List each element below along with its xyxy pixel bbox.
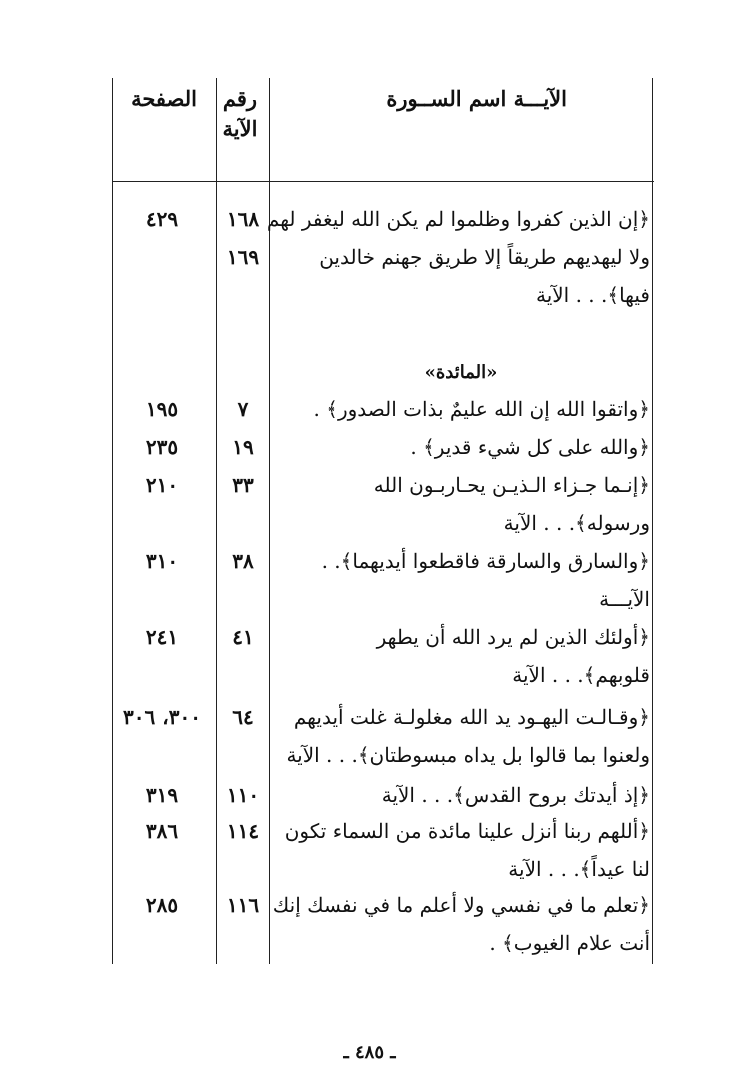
verse-number: ٧: [237, 397, 249, 421]
verse-line: ﴿والله على كل شيء قدير﴾ .: [410, 435, 650, 459]
verse-number-line: ١٦٨: [226, 207, 260, 231]
header-verse-number: [215, 84, 265, 144]
verse-number: ١١٤: [226, 819, 260, 843]
verse-text: [272, 428, 650, 466]
verse-text: [272, 618, 650, 694]
verse-line: ﴿وقـالـت اليهـود يد الله مغلولـة غلت أيديهم: [293, 705, 650, 729]
header-rule: [112, 181, 654, 182]
verse-line: ﴿أللهم ربنا أنزل علينا مائدة من السماء تكون: [284, 819, 650, 843]
page-reference: ٢٨٥: [145, 893, 179, 917]
verse-line: ولا ليهديهم طريقاً إلا طريق جهنم خالدين: [319, 245, 650, 269]
verse-text: [272, 542, 650, 618]
header-verse-number-line1: رقم: [222, 86, 258, 111]
verse-number: ١١٠: [226, 783, 260, 807]
header-verse-number-line2: الآية: [222, 116, 258, 141]
page-reference: ٢٣٥: [145, 435, 179, 459]
verse-text: [272, 390, 650, 428]
verse-line: ورسوله﴾. . . الآية: [503, 511, 650, 535]
page-reference: ١٩٥: [145, 397, 179, 421]
verse-line: لنا عيداً﴾. . . الآية: [508, 857, 650, 881]
table-rule-number-page: [216, 78, 217, 964]
verse-text: [272, 698, 650, 774]
verse-line: ﴿إن الذين كفروا وظلموا لم يكن الله ليغفر لهم: [266, 207, 650, 231]
verse-text: [272, 886, 650, 962]
page-reference: ٣٨٦: [145, 819, 179, 843]
verse-line: ولعنوا بما قالوا بل يداه مبسوطتان﴾. . . الآية: [286, 743, 650, 767]
verse-text: [272, 466, 650, 542]
page-reference: ٣١٠: [145, 549, 179, 573]
header-verse-surah: الآيـــة اسم الســورة: [386, 86, 567, 111]
page-reference: ٢٤١: [145, 625, 179, 649]
verse-number: ٣٨: [232, 549, 254, 573]
verse-text: [272, 776, 650, 814]
verse-number: ٣٣: [232, 473, 254, 497]
verse-line: ﴿أولئك الذين لم يرد الله أن يطهر: [376, 625, 650, 649]
verse-number-line: ١٦٩: [226, 245, 260, 269]
verse-line: الآيـــة: [599, 587, 650, 611]
verse-number: [218, 200, 268, 276]
page-reference: ٣٠٠، ٣٠٦: [123, 705, 201, 729]
header-page: الصفحة: [131, 86, 197, 111]
page-number: ـ ٤٨٥ ـ: [343, 1042, 396, 1063]
verse-text: [272, 812, 650, 888]
verse-line: ﴿إنـما جـزاء الـذيـن يحـاربـون الله: [373, 473, 650, 497]
verse-line: ﴿تعلم ما في نفسي ولا أعلم ما في نفسك إنك: [272, 893, 650, 917]
verse-line: قلوبهم﴾. . . الآية: [512, 663, 650, 687]
page-reference: ٤٢٩: [145, 207, 179, 231]
table-rule-right: [652, 78, 653, 964]
verse-line: ﴿واتقوا الله إن الله عليمٌ بذات الصدور﴾ .: [313, 397, 650, 421]
verse-line: ﴿والسارق والسارقة فاقطعوا أيديهما﴾. .: [321, 549, 650, 573]
page-reference: ٣١٩: [145, 783, 179, 807]
verse-line: ﴿إذ أيدتك بروح القدس﴾. . . الآية: [381, 783, 650, 807]
verse-number: ١٩: [232, 435, 254, 459]
surah-heading: «المائدة»: [424, 362, 498, 383]
verse-number: ٤١: [232, 625, 254, 649]
verse-number: ٦٤: [232, 705, 254, 729]
verse-line: فيها﴾. . . الآية: [535, 283, 650, 307]
verse-line: أنت علام الغيوب﴾ .: [489, 931, 650, 955]
verse-number: ١١٦: [226, 893, 260, 917]
verse-text: [266, 200, 650, 314]
page-reference: ٢١٠: [145, 473, 179, 497]
